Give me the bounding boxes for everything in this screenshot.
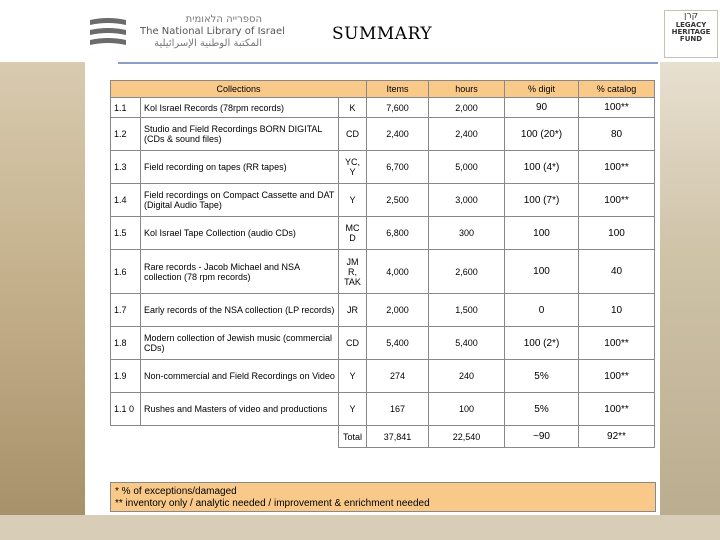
header-digit: % digit	[505, 81, 579, 98]
row-number: 1.5	[111, 217, 141, 250]
digit-value: 90	[505, 98, 579, 118]
total-label: Total	[339, 426, 367, 448]
collection-code: K	[339, 98, 367, 118]
catalog-value: 40	[579, 250, 655, 294]
library-logo-icon	[88, 16, 128, 50]
row-number: 1.2	[111, 118, 141, 151]
hours-value: 2,000	[429, 98, 505, 118]
library-logo-text	[140, 14, 285, 50]
collection-code: Y	[339, 393, 367, 426]
collection-name: Non-commercial and Field Recordings on Video	[141, 360, 339, 393]
row-number: 1.8	[111, 327, 141, 360]
total-row	[111, 426, 655, 448]
table-row	[111, 327, 655, 360]
row-number: 1.1	[111, 98, 141, 118]
hours-value: 300	[429, 217, 505, 250]
row-number: 1.3	[111, 151, 141, 184]
catalog-value: 100**	[579, 184, 655, 217]
catalog-value: 80	[579, 118, 655, 151]
items-value: 6,800	[367, 217, 429, 250]
table-row	[111, 98, 655, 118]
header-catalog: % catalog	[579, 81, 655, 98]
table-row	[111, 184, 655, 217]
table-row	[111, 250, 655, 294]
items-value: 2,500	[367, 184, 429, 217]
hours-value: 2,400	[429, 118, 505, 151]
background-manuscript-bottom	[0, 515, 720, 540]
table-row	[111, 360, 655, 393]
legacy-line2: LEGACY	[675, 21, 707, 29]
legacy-line1: קרן	[684, 11, 698, 21]
collection-name: Field recordings on Compact Cassette and DAT (Digital Audio Tape)	[141, 184, 339, 217]
table-header-row	[111, 81, 655, 98]
digit-value: 5%	[505, 393, 579, 426]
collection-code: CD	[339, 118, 367, 151]
items-value: 5,400	[367, 327, 429, 360]
collection-code: CD	[339, 327, 367, 360]
hours-value: 2,600	[429, 250, 505, 294]
catalog-value: 100**	[579, 360, 655, 393]
header	[0, 0, 720, 62]
collection-code: Y	[339, 360, 367, 393]
table-row	[111, 151, 655, 184]
summary-table	[110, 80, 655, 448]
logo-hebrew: הספרייה הלאומית	[185, 14, 262, 25]
catalog-value: 100**	[579, 98, 655, 118]
legacy-heritage-fund-logo	[664, 10, 718, 58]
collection-name: Kol Israel Tape Collection (audio CDs)	[141, 217, 339, 250]
logo-arabic: المكتبة الوطنية الإسرائيلية	[154, 38, 262, 49]
collection-name: Rare records - Jacob Michael and NSA collection (78 rpm records)	[141, 250, 339, 294]
hours-value: 240	[429, 360, 505, 393]
total-digit: ~90	[505, 426, 579, 448]
items-value: 7,600	[367, 98, 429, 118]
catalog-value: 100**	[579, 151, 655, 184]
hours-value: 1,500	[429, 294, 505, 327]
collection-name: Kol Israel Records (78rpm records)	[141, 98, 339, 118]
items-value: 6,700	[367, 151, 429, 184]
logo-english: The National Library of Israel	[140, 26, 285, 37]
digit-value: 5%	[505, 360, 579, 393]
header-hours: hours	[429, 81, 505, 98]
footnotes	[110, 482, 656, 512]
collection-name: Studio and Field Recordings BORN DIGITAL (CDs & sound files)	[141, 118, 339, 151]
digit-value: 100 (20*)	[505, 118, 579, 151]
row-number: 1.7	[111, 294, 141, 327]
table-row	[111, 393, 655, 426]
digit-value: 100 (2*)	[505, 327, 579, 360]
catalog-value: 100**	[579, 327, 655, 360]
hours-value: 5,400	[429, 327, 505, 360]
digit-value: 100 (4*)	[505, 151, 579, 184]
collection-name: Early records of the NSA collection (LP records)	[141, 294, 339, 327]
collection-code: JR	[339, 294, 367, 327]
footnote-1: * % of exceptions/damaged	[115, 486, 237, 497]
footnote-2: ** inventory only / analytic needed / improvement & enrichment needed	[115, 498, 430, 509]
collection-code: Y	[339, 184, 367, 217]
collection-name: Modern collection of Jewish music (commercial CDs)	[141, 327, 339, 360]
digit-value: 100	[505, 250, 579, 294]
total-catalog: 92**	[579, 426, 655, 448]
items-value: 2,000	[367, 294, 429, 327]
hours-value: 5,000	[429, 151, 505, 184]
background-manuscript-left	[0, 60, 85, 540]
items-value: 274	[367, 360, 429, 393]
table-row	[111, 217, 655, 250]
table-row	[111, 118, 655, 151]
collection-code: YC, Y	[339, 151, 367, 184]
catalog-value: 10	[579, 294, 655, 327]
digit-value: 0	[505, 294, 579, 327]
page-title: SUMMARY	[332, 24, 433, 44]
items-value: 2,400	[367, 118, 429, 151]
legacy-line4: FUND	[679, 35, 703, 43]
digit-value: 100 (7*)	[505, 184, 579, 217]
collection-name: Field recording on tapes (RR tapes)	[141, 151, 339, 184]
row-number: 1.9	[111, 360, 141, 393]
total-hours: 22,540	[429, 426, 505, 448]
catalog-value: 100	[579, 217, 655, 250]
hours-value: 3,000	[429, 184, 505, 217]
header-collections: Collections	[111, 81, 367, 98]
collection-name: Rushes and Masters of video and productions	[141, 393, 339, 426]
items-value: 4,000	[367, 250, 429, 294]
title-rule	[118, 62, 658, 64]
total-items: 37,841	[367, 426, 429, 448]
digit-value: 100	[505, 217, 579, 250]
table-row	[111, 294, 655, 327]
background-manuscript-right	[660, 60, 720, 540]
row-number: 1.6	[111, 250, 141, 294]
collection-code: JM R, TAK	[339, 250, 367, 294]
row-number: 1.4	[111, 184, 141, 217]
hours-value: 100	[429, 393, 505, 426]
row-number: 1.1 0	[111, 393, 141, 426]
catalog-value: 100**	[579, 393, 655, 426]
collection-code: MC D	[339, 217, 367, 250]
items-value: 167	[367, 393, 429, 426]
header-items: Items	[367, 81, 429, 98]
legacy-line3: HERITAGE	[671, 28, 711, 36]
